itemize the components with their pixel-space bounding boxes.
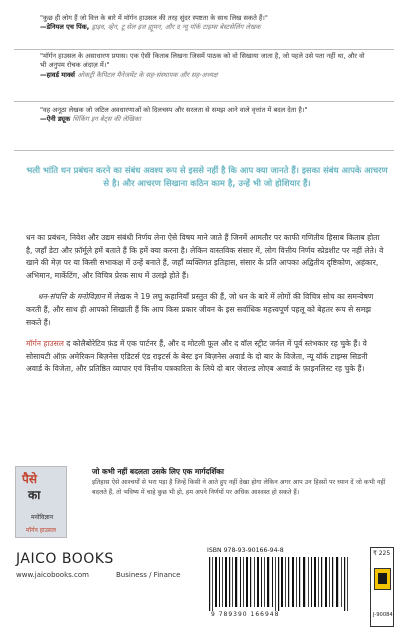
quote-1-role: ड्राइव, व्हेन, टू सेल इज ह्यूमन, और द न्यू यॉर्क टाइम्स बेस्टसेलिंग लेखक (91, 23, 261, 32)
cover-line-1: पैसे (22, 472, 37, 486)
quote-1-name: —डेनियल एच पिंक, (40, 23, 90, 32)
body-paragraph-3 (26, 338, 384, 376)
divider-2 (14, 101, 394, 102)
body-text (26, 232, 384, 385)
barcode-number: 9 789390 166948 (211, 611, 280, 618)
publisher-logo: JAICO BOOKS (16, 551, 114, 567)
isbn-barcode-block (207, 547, 367, 624)
quote-1-attribution (40, 23, 370, 32)
barcode (207, 557, 367, 611)
bottom-title: जो कभी नहीं बदलता उसके लिए एक मार्गदर्शिका (92, 467, 224, 476)
quote-3-attribution (40, 115, 370, 124)
quote-2-name: —हावर्ड मार्क्स (40, 70, 75, 79)
book-cover-thumbnail (15, 466, 67, 538)
quote-2-text: "मॉर्गन हाउसल के असाधारण प्रयास। एक ऐसी किताब लिखना जिसमें पाठक को वो सिखाया जाता है, जो पहले उसे पता नहीं था, और वो भी अनुपम रोचक अंदाज़ में।" (40, 52, 365, 70)
quote-3-role: थिंकिंग इन बेट्स की लेखिका (72, 115, 141, 124)
divider-1 (14, 49, 394, 50)
quote-2-role: ओकट्री कैपिटल मैनेजमेंट के सह-संस्थापक और सह-अध्यक्ष (77, 70, 218, 79)
bottom-description: इतिहास ऐसे आश्चर्यों से भरा पड़ा है जिन्हें किसी ने आते हुए नहीं देखा होगा लेकिन अगर आप उन हिस्सों पर ध्यान दें जो कभी नहीं बदलते हैं, तो भविष्य में चाहे कुछ भी हो, हम अपने निर्णयों पर अधिक आश्वस्त हो सकते हैं। (92, 479, 386, 496)
cover-line-4: मॉर्गन हाउसल (26, 527, 56, 534)
cover-line-2: का (28, 488, 41, 502)
category-label: Business / Finance (116, 571, 181, 579)
quote-3-text: "वह अनूठा लेखक जो जटिल अवधारणाओं को दिलचस्प और सरलता से समझ आने वाले वृत्तांत में बदल देता है।" (40, 106, 308, 114)
quote-2-attribution (40, 71, 370, 80)
cover-line-3: मनोविज्ञान (30, 514, 54, 521)
isbn-text: ISBN 978-93-90166-94-8 (207, 547, 284, 554)
price: ₹ 225 (373, 550, 391, 557)
quote-1-text: "कुछ ही लोग हैं जो वित्त के बारे में मॉर्गन हाउसल की तरह सुंदर स्पष्टता के साथ लिख सकते हैं।" (40, 14, 268, 22)
quote-3 (40, 106, 370, 125)
author-name-inline: मॉर्गन हाउसल (26, 339, 64, 349)
quote-1 (40, 14, 370, 33)
price-box (370, 547, 394, 627)
body-paragraph-3-text: द कोलैबोरेटिव फ़ंड में एक पार्टनर हैं, और द मोटली फ़ूल और द वॉल स्ट्रीट जर्नल में पूर्व स्तंभकार रह चुके हैं। वे सोसायटी ऑफ़ अमेरिकन बिज़नेस एडिटर्स एंड राइटर्स के बेस्ट इन बिज़नेस अवार्ड के दो बार के विजेता, न्यू यॉर्क टाइम्स सिडनी अवार्ड के विजेता, और प्रतिष्ठित व्यापार एवं वित्तीय पत्रकारिता के लिये दो बार जेराल्ड लोएब अवार्ड के फ़ाइनलिस्ट रह चुके हैं। (26, 339, 368, 374)
quote-2 (40, 52, 370, 80)
publisher-badge-icon (374, 568, 391, 590)
body-paragraph-1: धन का प्रबंधन, निवेश और उद्यम संबंधी निर्णय लेना ऐसे विषय माने जाते हैं जिनमें आमतौर पर काफी गणितीय हिसाब किताब होता है, जहाँ डेटा और फ़ॉर्मूले हमें बताते हैं कि हमें क्या करना है। लेकिन वास्तविक संसार में, लोग वित्तीय निर्णय स्प्रेडशीट पर नहीं लेते। वे खाने की मेज़ पर या किसी सभाकक्ष में उन्हें बनाते हैं, जहाँ व्यक्तिगत इतिहास, संसार के प्रति आपका अद्वितीय दृष्टिकोण, अहंकार, अभिमान, मार्केटिंग, और विचित्र प्रेरक साथ में उलझे होते हैं। (26, 233, 384, 280)
body-paragraph-2-text: में लेखक ने 19 लघु कहानियाँ प्रस्तुत की हैं, जो धन के बारे में लोगों की विचित्र सोच का समन्वेषण करती हैं, और साथ ही आपको सिखाती हैं कि आप किस प्रकार जीवन के इस सर्वाधिक महत्त्वपूर्ण पहलू को बेहतर रूप से समझ सकते हैं। (26, 292, 374, 327)
book-title-inline: धन-संपत्ति के मनोविज्ञान (38, 292, 105, 302)
headline: भली भांति धन प्रबंधन करने का संबंध अवश्य रूप से इससे नहीं है कि आप क्या जानते हैं। इसका संबंध आपके आचरण से है। और आचरण सिखाना कठिन काम है, उन्हें भी जो होशियार हैं। (26, 165, 388, 188)
publisher-url: www.jaicobooks.com (16, 571, 89, 579)
body-paragraph-2 (26, 291, 384, 329)
bottom-section (0, 462, 408, 632)
divider-3 (14, 150, 394, 151)
quote-3-name: —ऐनी ड्यूक (40, 115, 71, 124)
product-code: J-90084 (373, 612, 393, 618)
